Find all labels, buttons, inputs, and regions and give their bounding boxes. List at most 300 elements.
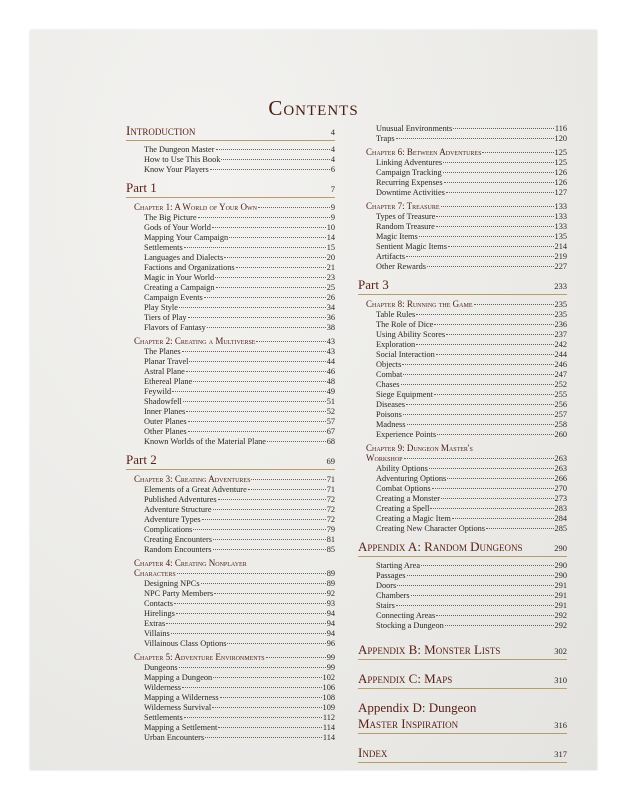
entry-label: Magic Items [376, 232, 418, 241]
toc-chapter-heading: Chapter 4: Creating Nonplayer [134, 558, 247, 568]
toc-entry [126, 673, 335, 683]
page-number: 116 [554, 124, 567, 133]
toc-entry [126, 417, 335, 427]
entry-label: Chapter 1: A World of Your Own [134, 202, 258, 212]
dot-leader [444, 182, 554, 183]
dot-leader [172, 391, 326, 392]
page-number: 290 [554, 561, 567, 570]
dot-leader [437, 434, 553, 435]
dot-leader [436, 354, 554, 355]
page-number: 89 [326, 569, 335, 578]
page-number: 15 [326, 243, 335, 252]
page-number: 236 [554, 320, 567, 329]
page-number: 290 [554, 571, 567, 580]
entry-label: Feywild [144, 387, 172, 396]
entry-label: Characters [134, 568, 176, 578]
dot-leader [446, 334, 553, 335]
page-number: 126 [554, 178, 567, 187]
page-number: 114 [322, 733, 335, 742]
page-number: 258 [554, 420, 567, 429]
toc-entry [126, 693, 335, 703]
page-number: 237 [554, 330, 567, 339]
entry-label: Known Worlds of the Material Plane [144, 437, 266, 446]
dot-leader [248, 489, 326, 490]
page-number: 92 [326, 589, 335, 598]
part-label: Appendix A: Random Dungeons [358, 539, 523, 554]
toc-entry [358, 611, 567, 621]
toc-entry [358, 380, 567, 390]
toc-entry [126, 243, 335, 253]
entry-label: Creating a Spell [376, 504, 430, 513]
dot-leader [186, 411, 325, 412]
dot-leader [427, 266, 554, 267]
toc-entry [126, 733, 335, 743]
dot-leader [184, 247, 326, 248]
toc-chapter-entry [126, 474, 335, 485]
page-number: 285 [554, 524, 567, 533]
dot-leader [218, 499, 326, 500]
entry-label: The Role of Dice [376, 320, 434, 329]
toc-entry [358, 340, 567, 350]
entry-label: Creating a Campaign [144, 283, 215, 292]
part-label: Appendix B: Monster Lists [358, 642, 501, 657]
entry-label: The Big Picture [144, 213, 197, 222]
page-number: 72 [326, 495, 335, 504]
page-number: 284 [554, 514, 567, 523]
page-number: 252 [554, 380, 567, 389]
toc-column-right [358, 124, 567, 767]
page-number: 71 [326, 485, 335, 494]
dot-leader [443, 172, 554, 173]
entry-label: Chapter 5: Adventure Environments [134, 652, 265, 662]
page-number: 10 [326, 223, 335, 232]
entry-label: Creating New Character Options [376, 524, 485, 533]
dot-leader [212, 707, 321, 708]
entry-label: Chapter 7: Treasure [366, 201, 440, 211]
dot-leader [212, 227, 326, 228]
entry-label: Passages [376, 571, 406, 580]
toc-entry [126, 347, 335, 357]
page-number: 291 [554, 581, 567, 590]
entry-label: The Dungeon Master [144, 145, 215, 154]
entry-label: Tiers of Play [144, 313, 187, 322]
dot-leader [201, 583, 326, 584]
entry-label: Types of Treasure [376, 212, 436, 221]
toc-entry [358, 168, 567, 178]
dot-leader [171, 633, 326, 634]
dot-leader [227, 643, 325, 644]
dot-leader [193, 529, 325, 530]
toc-entry [126, 253, 335, 263]
toc-entry [126, 495, 335, 505]
entry-label: Flavors of Fantasy [144, 323, 206, 332]
toc-entry [358, 370, 567, 380]
toc-entry [358, 320, 567, 330]
page-number: 255 [554, 390, 567, 399]
entry-label: Other Rewards [376, 262, 426, 271]
toc-entry [358, 158, 567, 168]
dot-leader [416, 314, 553, 315]
entry-label: Know Your Players [144, 165, 209, 174]
page-number: 263 [554, 454, 567, 463]
page-number: 112 [322, 713, 335, 722]
page-number: 244 [554, 350, 567, 359]
entry-label: Objects [376, 360, 402, 369]
entry-label: Random Encounters [144, 545, 212, 554]
toc-entry [126, 703, 335, 713]
dot-leader [236, 267, 326, 268]
page-number: 26 [326, 293, 335, 302]
page-number: 4 [330, 155, 335, 164]
dot-leader [224, 257, 325, 258]
entry-label: Combat [376, 370, 403, 379]
entry-label: Traps [376, 134, 395, 143]
page-number: 72 [326, 515, 335, 524]
dot-leader [210, 169, 330, 170]
entry-label: Astral Plane [144, 367, 185, 376]
page-number: 48 [326, 377, 335, 386]
dot-leader [443, 162, 553, 163]
entry-label: Elements of a Great Adventure [144, 485, 247, 494]
toc-column-left [126, 124, 335, 743]
dot-leader [401, 384, 554, 385]
dot-leader [188, 317, 326, 318]
toc-entry [126, 525, 335, 535]
entry-label: Adventure Structure [144, 505, 212, 514]
page-number: 6 [330, 165, 335, 174]
entry-label: Mapping a Wilderness [144, 693, 219, 702]
toc-entry [126, 609, 335, 619]
toc-entry [358, 430, 567, 440]
dot-leader [189, 361, 325, 362]
page-number: 51 [326, 397, 335, 406]
entry-label: Ability Options [376, 464, 428, 473]
toc-entry [126, 427, 335, 437]
dot-leader [213, 509, 326, 510]
toc-entry [358, 494, 567, 504]
page-number: 49 [326, 387, 335, 396]
entry-label: Siege Equipment [376, 390, 433, 399]
toc-entry [126, 407, 335, 417]
toc-entry [126, 437, 335, 447]
toc-entry [358, 561, 567, 571]
entry-label: Magic in Your World [144, 273, 215, 282]
entry-label: Campaign Tracking [376, 168, 442, 177]
entry-label: Creating a Monster [376, 494, 441, 503]
dot-leader [434, 394, 554, 395]
page-number: 127 [554, 188, 567, 197]
page-number: 270 [554, 484, 567, 493]
dot-leader [474, 304, 554, 305]
toc-entry [358, 232, 567, 242]
toc-entry [358, 581, 567, 591]
page-number: 273 [554, 494, 567, 503]
toc-entry [126, 619, 335, 629]
toc-page [30, 30, 597, 770]
page-number: 44 [326, 357, 335, 366]
dot-leader [182, 351, 326, 352]
entry-label: Languages and Dialects [144, 253, 224, 262]
toc-entry [358, 420, 567, 430]
dot-leader [419, 236, 554, 237]
toc-entry [358, 310, 567, 320]
dot-leader [214, 593, 326, 594]
entry-label: Inner Planes [144, 407, 186, 416]
toc-entry [126, 223, 335, 233]
page-number: 52 [326, 407, 335, 416]
toc-entry [358, 188, 567, 198]
page-number: 71 [326, 475, 335, 484]
toc-entry [126, 303, 335, 313]
toc-entry [126, 663, 335, 673]
toc-entry [358, 252, 567, 262]
toc-entry [126, 377, 335, 387]
page-number: 102 [322, 673, 335, 682]
entry-label: Villainous Class Options [144, 639, 227, 648]
toc-entry [126, 515, 335, 525]
entry-label: Ethereal Plane [144, 377, 193, 386]
part-label: Part 2 [126, 452, 157, 467]
entry-label: Workshop [366, 453, 403, 463]
toc-entry [358, 601, 567, 611]
dot-leader [447, 478, 553, 479]
page-number: 256 [554, 400, 567, 409]
page-number: 219 [554, 252, 567, 261]
entry-label: Mapping Your Campaign [144, 233, 229, 242]
page-number: 34 [326, 303, 335, 312]
toc-entry [358, 134, 567, 144]
entry-label: Chapter 8: Running the Game [366, 299, 473, 309]
dot-leader [177, 573, 326, 574]
page-number: 292 [554, 621, 567, 630]
toc-entry [126, 263, 335, 273]
part-label: Master Inspiration [358, 716, 459, 731]
dot-leader [436, 216, 553, 217]
page-number: 9 [330, 203, 335, 212]
entry-label: Campaign Events [144, 293, 203, 302]
toc-entry [358, 504, 567, 514]
dot-leader [198, 217, 330, 218]
entry-label: NPC Party Members [144, 589, 214, 598]
dot-leader [205, 737, 322, 738]
toc-entry [358, 524, 567, 534]
toc-entry [126, 579, 335, 589]
toc-entry [126, 273, 335, 283]
page-number: 135 [554, 232, 567, 241]
toc-part-heading [358, 701, 567, 715]
toc-entry [126, 535, 335, 545]
entry-label: Published Adventures [144, 495, 217, 504]
dot-leader [436, 226, 554, 227]
entry-label: Creating Encounters [144, 535, 212, 544]
dot-leader [213, 539, 326, 540]
toc-entry [358, 212, 567, 222]
entry-label: Planar Travel [144, 357, 189, 366]
dot-leader [220, 697, 322, 698]
toc-entry [126, 283, 335, 293]
page-number: 9 [330, 213, 335, 222]
dot-leader [406, 404, 554, 405]
page-number: 4 [330, 127, 335, 137]
dot-leader [407, 575, 554, 576]
entry-label: Adventuring Options [376, 474, 447, 483]
toc-entry [358, 360, 567, 370]
entry-label: Unusual Environments [376, 124, 453, 133]
entry-label: Starting Area [376, 561, 421, 570]
toc-entry [126, 713, 335, 723]
page-number: 257 [554, 410, 567, 419]
dot-leader [441, 206, 554, 207]
dot-leader [216, 149, 330, 150]
page-number: 21 [326, 263, 335, 272]
dot-leader [215, 277, 326, 278]
entry-label: Using Ability Scores [376, 330, 446, 339]
page-number: 235 [554, 310, 567, 319]
dot-leader [182, 687, 322, 688]
dot-leader [406, 256, 554, 257]
page-number: 235 [554, 300, 567, 309]
dot-leader [396, 138, 554, 139]
page-number: 291 [554, 591, 567, 600]
dot-leader [396, 605, 554, 606]
page-number: 126 [554, 168, 567, 177]
page-number: 7 [330, 184, 335, 194]
page-number: 94 [326, 629, 335, 638]
page-number: 67 [326, 427, 335, 436]
toc-entry [358, 464, 567, 474]
page-number: 69 [326, 456, 335, 466]
page-number: 214 [554, 242, 567, 251]
dot-leader [445, 625, 554, 626]
toc-part-heading [358, 717, 567, 734]
dot-leader [218, 727, 322, 728]
entry-label: Factions and Organizations [144, 263, 235, 272]
entry-label: Artifacts [376, 252, 406, 261]
entry-label: Linking Adventures [376, 158, 443, 167]
dot-leader [188, 431, 326, 432]
page-number: 38 [326, 323, 335, 332]
dot-leader [258, 207, 330, 208]
page-number: 85 [326, 545, 335, 554]
dot-leader [486, 528, 554, 529]
entry-label: Exploration [376, 340, 416, 349]
entry-label: How to Use This Book [144, 155, 221, 164]
entry-label: Settlements [144, 243, 183, 252]
toc-entry [126, 313, 335, 323]
dot-leader [174, 603, 326, 604]
page-number: 125 [554, 148, 567, 157]
entry-label: Stairs [376, 601, 395, 610]
entry-label: Shadowfell [144, 397, 182, 406]
entry-label: Outer Planes [144, 417, 187, 426]
toc-chapter-entry [358, 201, 567, 212]
page-number: 310 [554, 675, 567, 685]
dot-leader [267, 441, 326, 442]
page-number: 233 [554, 281, 567, 291]
page-number: 290 [554, 543, 567, 553]
toc-entry [358, 484, 567, 494]
page-number: 227 [554, 262, 567, 271]
toc-entry [358, 474, 567, 484]
entry-label: Sentient Magic Items [376, 242, 447, 251]
entry-label: Random Treasure [376, 222, 435, 231]
toc-part-heading [358, 643, 567, 660]
entry-label: Wilderness Survival [144, 703, 212, 712]
toc-entry [126, 155, 335, 165]
dot-leader [429, 468, 554, 469]
dot-leader [421, 565, 554, 566]
toc-entry [358, 571, 567, 581]
page-title: Contents [268, 96, 359, 120]
entry-label: Experience Points [376, 430, 437, 439]
page-number: 316 [554, 720, 567, 730]
entry-label: Gods of Your World [144, 223, 211, 232]
dot-leader [251, 479, 325, 480]
toc-entry [126, 545, 335, 555]
part-label: Part 1 [126, 180, 157, 195]
page-number: 99 [326, 653, 335, 662]
dot-leader [453, 128, 554, 129]
page-number: 93 [326, 599, 335, 608]
dot-leader [482, 152, 553, 153]
part-label: Part 3 [358, 277, 389, 292]
toc-chapter-entry [126, 202, 335, 213]
dot-leader [403, 414, 554, 415]
toc-part-heading [358, 672, 567, 689]
dot-leader [216, 287, 326, 288]
dot-leader [184, 717, 322, 718]
toc-entry [358, 400, 567, 410]
toc-entry [358, 242, 567, 252]
toc-entry [126, 505, 335, 515]
part-label: Introduction [126, 123, 196, 138]
toc-entry [126, 397, 335, 407]
dot-leader [179, 667, 326, 668]
dot-leader [411, 595, 554, 596]
toc-part-heading [126, 124, 335, 141]
entry-label: Designing NPCs [144, 579, 200, 588]
dot-leader [397, 585, 553, 586]
entry-label: Mapping a Dungeon [144, 673, 213, 682]
page-number: 114 [322, 723, 335, 732]
dot-leader [204, 297, 326, 298]
toc-entry [358, 330, 567, 340]
entry-label: Chases [376, 380, 400, 389]
page-number: 247 [554, 370, 567, 379]
dot-leader [193, 381, 326, 382]
entry-label: Stocking a Dungeon [376, 621, 444, 630]
dot-leader [207, 327, 326, 328]
entry-label: Poisons [376, 410, 402, 419]
toc-entry [126, 367, 335, 377]
dot-leader [430, 508, 553, 509]
toc-entry [126, 293, 335, 303]
entry-label: Combat Options [376, 484, 431, 493]
dot-leader [183, 401, 326, 402]
page-number: 263 [554, 464, 567, 473]
entry-label: The Planes [144, 347, 181, 356]
dot-leader [213, 549, 326, 550]
page-number: 57 [326, 417, 335, 426]
dot-leader [407, 424, 554, 425]
toc-part-heading [358, 540, 567, 557]
page-number: 302 [554, 646, 567, 656]
dot-leader [213, 677, 321, 678]
toc-entry [126, 629, 335, 639]
dot-leader [452, 518, 554, 519]
page-number: 79 [326, 525, 335, 534]
dot-leader [448, 246, 554, 247]
